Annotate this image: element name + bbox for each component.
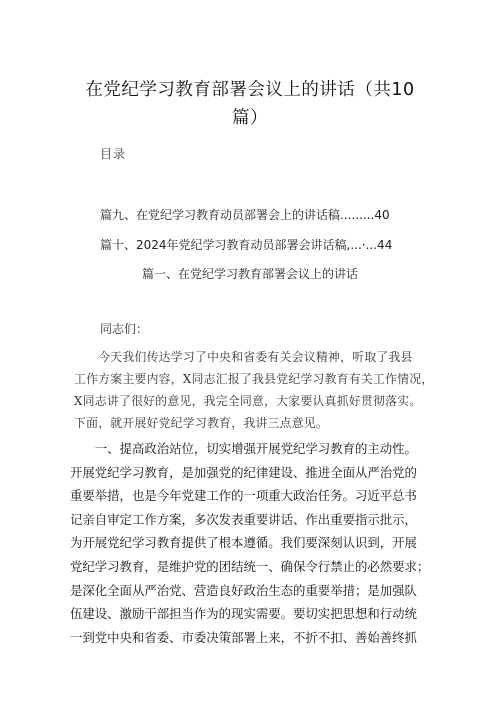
- body-paragraph: [70, 437, 434, 649]
- body-line: 党纪学习教育，是维护党的团结统一、确保令行禁止的必然要求；: [70, 558, 430, 574]
- body-line: 为开展党纪学习教育提供了根本遵循。我们要深刻认识到，开展: [70, 535, 417, 551]
- body-line: 记亲自审定工作方案，多次发表重要讲话、作出重要指示批示，: [70, 511, 417, 527]
- body-line: 一到党中央和省委、市委决策部署上来，不折不扣、善始善终抓: [70, 629, 417, 645]
- title-line-1: 在党纪学习教育部署会议上的讲话（共10: [85, 80, 415, 100]
- title-line-2: 篇）: [232, 108, 268, 128]
- intro-paragraph: [74, 346, 436, 434]
- greeting: 同志们：: [100, 322, 149, 336]
- body-line: 开展党纪学习教育，是加强党的纪律建设、推进全面从严治党的: [70, 464, 417, 480]
- intro-line: 今天我们传达学习了中央和省委有关会议精神，听取了我县: [74, 350, 413, 364]
- toc-entry[interactable]: 篇九、在党纪学习教育动员部署会上的讲话稿.........40: [100, 208, 390, 222]
- document-title: [60, 76, 440, 132]
- body-line: 一、提高政治站位，切实增强开展党纪学习教育的主动性。: [70, 441, 417, 456]
- body-line: 是深化全面从严治党、营造良好政治生态的重要举措；是加强队: [70, 582, 417, 598]
- body-line: 伍建设、激励干部担当作为的现实需要。要切实把思想和行动统: [70, 606, 417, 622]
- toc-entry[interactable]: 篇十、2024年党纪学习教育动员部署会讲话稿,...·...44: [100, 238, 393, 252]
- toc-heading: 目录: [100, 147, 127, 161]
- section-heading: 篇一、在党纪学习教育部署会议上的讲话: [141, 267, 358, 281]
- body-line: 重要举措，也是今年党建工作的一项重大政治任务。习近平总书: [70, 488, 417, 504]
- intro-line: 工作方案主要内容，X同志汇报了我县党纪学习教育有关工作情况，: [74, 372, 434, 386]
- intro-line: X同志讲了很好的意见，我完全同意，大家要认真抓好贯彻落实。: [74, 394, 422, 408]
- intro-line: 下面，就开展好党纪学习教育，我讲三点意见。: [74, 416, 329, 430]
